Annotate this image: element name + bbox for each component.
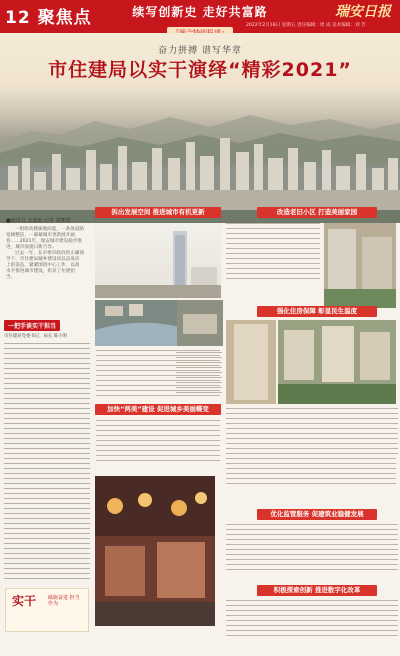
interview-tag: 一把手谈实干担当 <box>4 320 60 331</box>
header-date-line: 2022年2月18日 星期五 责任编辑：周 成 美术编辑：刘 芳 <box>246 23 366 28</box>
interview-body-text <box>4 343 90 579</box>
intro-column <box>6 218 84 281</box>
section-4-body-text <box>96 420 220 465</box>
photo-old-community <box>324 223 396 308</box>
section-banner-housing: 强化住房保障 彰显民生温度 <box>257 306 377 317</box>
photo-construction <box>177 300 223 346</box>
newspaper-logo: 瑞安日报 <box>335 4 391 20</box>
section-6-body-text <box>226 600 398 640</box>
photo-night-street <box>95 476 215 626</box>
hero-image <box>0 33 400 223</box>
section-banner-old-community: 改造老旧小区 打造美丽家园 <box>257 207 377 218</box>
interview-sidebar <box>4 313 90 581</box>
page-header <box>0 0 400 33</box>
intro-byline: ■通讯员 金嘉怡 记者 刘梦瑶 <box>6 218 71 224</box>
header-title: 续写创新史 走好共富路 <box>132 5 268 19</box>
section-banner-construction-supervision: 优化监管服务 促建筑业稳健发展 <box>257 509 377 520</box>
photo-housing-estate <box>278 320 396 404</box>
hero-headline: 市住建局以实干演绎“精彩2021” <box>48 59 352 81</box>
photo-tower <box>95 223 221 298</box>
section-5-body-text <box>226 524 398 574</box>
interview-subtitle: 市住建局党委书记、局长 陈小明 <box>4 334 67 339</box>
section-banner-digital-reform: 积极探索创新 推进数字化改革 <box>257 585 377 596</box>
section-1-body-text-2 <box>176 352 222 397</box>
section-2-body-text <box>226 223 320 283</box>
hero-kicker: 奋力拼搏 谱写华章 <box>158 46 242 56</box>
calligraphy-box <box>5 588 89 632</box>
intro-paragraph-2: 过去一年，在市委市政府的正确领导下，市住建局城乡建设同以奋发向上的姿态，紧紧围绕中心工作，以高水平推进城市建设，彰显了住建担当。 <box>6 250 84 280</box>
calligraphy-main: 实干 <box>12 594 37 608</box>
section-banner-beautiful-villages: 加快“两美”建设 促进城乡美丽蝶变 <box>95 404 221 415</box>
intro-paragraph-1: 一组组高楼拔地而起，一条条道路宽阔整洁，一幕幕城市更新展开画卷……2021年，瑞安城市建设稳步推进，城市面貌日新月异。 <box>6 226 84 250</box>
photo-housing-building <box>226 320 276 404</box>
section-banner-urban-renewal: 拆出发展空间 推进城市有机更新 <box>95 207 221 218</box>
section-3-body-text-2 <box>226 448 396 488</box>
calligraphy-sub: 砥砺奋进 担当作为 <box>48 595 80 607</box>
page-number-label: 12 聚焦点 <box>5 8 92 28</box>
